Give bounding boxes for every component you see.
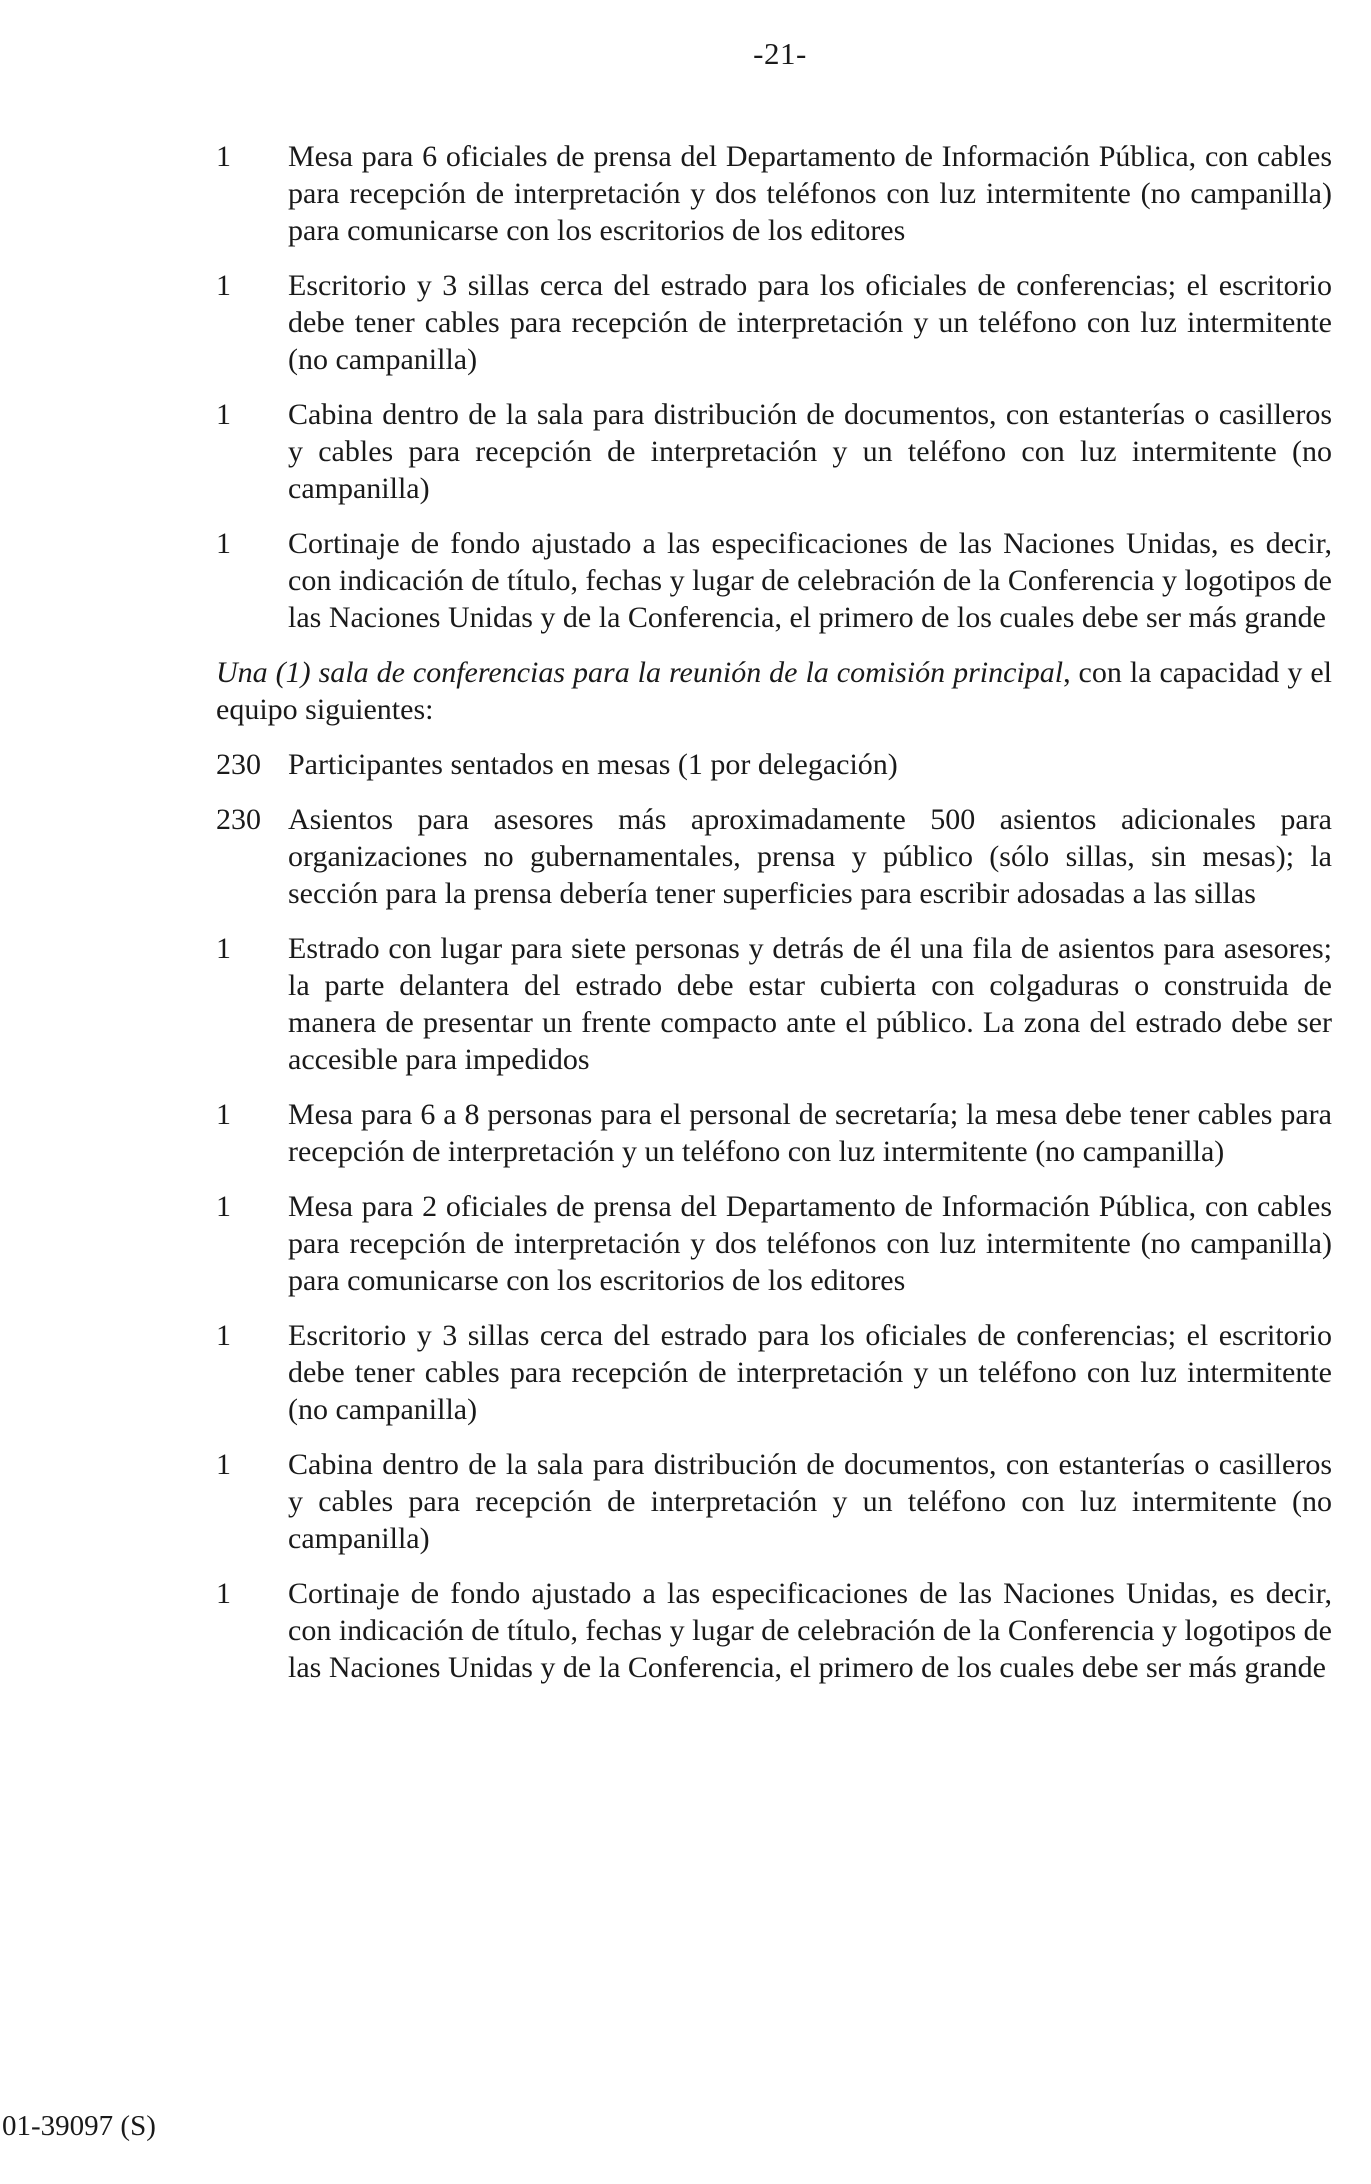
list-item: [216, 267, 1332, 378]
item-description: Cabina dentro de la sala para distribución de documentos, con estanterías o casilleros y cables para recepción de interpretación y un teléfono con luz intermitente (no campanilla): [288, 398, 1332, 505]
list-item: [216, 1096, 1332, 1170]
section-intro-rest: , con la capacidad y el equipo siguientes:: [216, 656, 1332, 726]
item-description: Escritorio y 3 sillas cerca del estrado para los oficiales de conferencias; el escritorio debe tener cables para recepción de interpretación y un teléfono con luz intermitente (no campanilla): [288, 269, 1332, 376]
list-item: [216, 1575, 1332, 1686]
item-quantity: 1: [216, 1098, 231, 1131]
list-item: [216, 746, 1332, 783]
item-description: Cortinaje de fondo ajustado a las especificaciones de las Naciones Unidas, es decir, con indicación de título, fechas y lugar de celebración de la Conferencia y logotipos de las Naciones Unidas y de la Conferencia, el primero de los cuales debe ser más grande: [288, 1577, 1332, 1684]
list-item: [216, 930, 1332, 1078]
item-quantity: 1: [216, 269, 231, 302]
item-description: Mesa para 6 a 8 personas para el personal de secretaría; la mesa debe tener cables para recepción de interpretación y un teléfono con luz intermitente (no campanilla): [288, 1098, 1332, 1168]
list-item: [216, 801, 1332, 912]
item-description: Estrado con lugar para siete personas y detrás de él una fila de asientos para asesores; la parte delantera del estrado debe estar cubierta con colgaduras o construida de manera de presentar un frente compacto ante el público. La zona del estrado debe ser accesible para impedidos: [288, 932, 1332, 1076]
list-item: [216, 525, 1332, 636]
page-number: -21-: [753, 36, 807, 71]
list-item: [216, 396, 1332, 507]
section-intro-italic: Una (1) sala de conferencias para la reunión de la comisión principal: [216, 656, 1064, 689]
item-description: Participantes sentados en mesas (1 por delegación): [288, 748, 898, 781]
list-item: [216, 1317, 1332, 1428]
document-body: [216, 138, 1332, 1704]
item-quantity: 1: [216, 140, 231, 173]
item-description: Mesa para 2 oficiales de prensa del Departamento de Información Pública, con cables para recepción de interpretación y dos teléfonos con luz intermitente (no campanilla) para comunicarse con los escritorios de los editores: [288, 1190, 1332, 1297]
item-quantity: 1: [216, 1190, 231, 1223]
list-item: [216, 1446, 1332, 1557]
item-description: Mesa para 6 oficiales de prensa del Departamento de Información Pública, con cables para recepción de interpretación y dos teléfonos con luz intermitente (no campanilla) para comunicarse con los escritorios de los editores: [288, 140, 1332, 247]
list-item: [216, 138, 1332, 249]
item-quantity: 1: [216, 1319, 231, 1352]
item-quantity: 1: [216, 932, 231, 965]
document-symbol: 01-39097 (S): [2, 2110, 156, 2142]
item-description: Cabina dentro de la sala para distribución de documentos, con estanterías o casilleros y cables para recepción de interpretación y un teléfono con luz intermitente (no campanilla): [288, 1448, 1332, 1555]
item-quantity: 1: [216, 1577, 231, 1610]
item-description: Escritorio y 3 sillas cerca del estrado para los oficiales de conferencias; el escritorio debe tener cables para recepción de interpretación y un teléfono con luz intermitente (no campanilla): [288, 1319, 1332, 1426]
item-description: Cortinaje de fondo ajustado a las especificaciones de las Naciones Unidas, es decir, con indicación de título, fechas y lugar de celebración de la Conferencia y logotipos de las Naciones Unidas y de la Conferencia, el primero de los cuales debe ser más grande: [288, 527, 1332, 634]
item-description: Asientos para asesores más aproximadamente 500 asientos adicionales para organizaciones no gubernamentales, prensa y público (sólo sillas, sin mesas); la sección para la prensa debería tener superficies para escribir adosadas a las sillas: [288, 803, 1332, 910]
section-intro: [216, 654, 1332, 728]
item-quantity: 1: [216, 527, 231, 560]
list-item: [216, 1188, 1332, 1299]
item-quantity: 230: [216, 803, 261, 836]
item-quantity: 1: [216, 398, 231, 431]
item-quantity: 230: [216, 748, 261, 781]
item-quantity: 1: [216, 1448, 231, 1481]
